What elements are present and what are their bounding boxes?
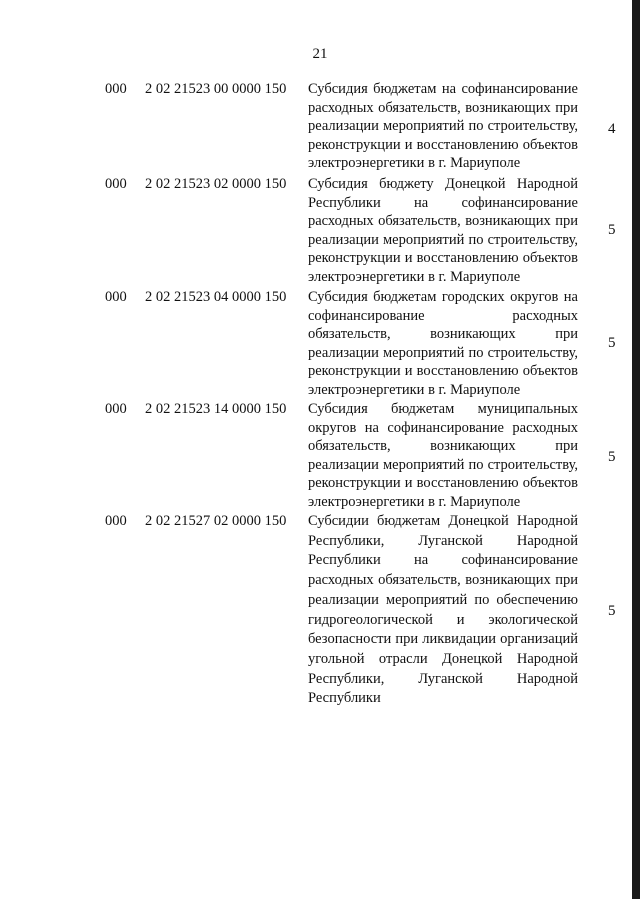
row-description <box>308 288 578 400</box>
classification-code: 2 02 21523 02 0000 150 <box>145 176 287 192</box>
description-line: Республики <box>308 690 381 707</box>
amount-value: 5 <box>608 335 616 351</box>
description-line: софинансирование расходных <box>308 307 578 324</box>
scan-page-edge <box>632 0 640 899</box>
amount-value: 4 <box>608 121 616 137</box>
description-line: расходных обязательств, возникающих при <box>308 99 578 116</box>
admin-code: 000 <box>105 401 127 417</box>
classification-code: 2 02 21523 14 0000 150 <box>145 401 287 417</box>
amount-value: 5 <box>608 603 616 619</box>
classification-code: 2 02 21523 04 0000 150 <box>145 289 287 305</box>
description-line: реализации мероприятий по обеспечению <box>308 591 578 608</box>
description-line: Субсидия бюджетам городских округов на <box>308 289 578 305</box>
description-line: Республики, Луганской Народной <box>308 670 578 687</box>
admin-code: 000 <box>105 513 127 529</box>
page-number: 21 <box>312 46 328 62</box>
description-line: расходных обязательств, возникающих при <box>308 213 578 230</box>
description-line: угольной отрасли Донецкой Народной <box>308 650 578 667</box>
description-line: реализации мероприятий по строительству, <box>308 456 578 473</box>
description-line: Республики на софинансирование <box>308 194 578 211</box>
description-line: реконструкции и восстановлению объектов <box>308 475 578 492</box>
description-line: реконструкции и восстановлению объектов <box>308 250 578 267</box>
row-description <box>308 175 578 287</box>
description-line: реализации мероприятий по строительству, <box>308 344 578 361</box>
description-line: обязательств, возникающих при <box>308 326 578 343</box>
description-line: электроэнергетики в г. Мариуполе <box>308 155 521 172</box>
description-line: расходных обязательств, возникающих при <box>308 572 578 589</box>
description-line: реализации мероприятий по строительству, <box>308 118 578 135</box>
row-description <box>308 512 578 709</box>
description-line: реконструкции и восстановлению объектов <box>308 136 578 153</box>
description-line: безопасности при ликвидации организаций <box>308 631 578 648</box>
classification-code: 2 02 21527 02 0000 150 <box>145 513 287 529</box>
admin-code: 000 <box>105 289 127 305</box>
description-line: реконструкции и восстановлению объектов <box>308 363 578 380</box>
amount-value: 5 <box>608 449 616 465</box>
row-description <box>308 80 578 173</box>
description-line: электроэнергетики в г. Мариуполе <box>308 493 521 510</box>
description-line: Субсидии бюджетам Донецкой Народной <box>308 513 578 529</box>
description-line: электроэнергетики в г. Мариуполе <box>308 381 521 398</box>
classification-code: 2 02 21523 00 0000 150 <box>145 81 287 97</box>
description-line: Республики на софинансирование <box>308 552 578 569</box>
row-description <box>308 400 578 512</box>
description-line: Республики, Луганской Народной <box>308 532 578 549</box>
admin-code: 000 <box>105 176 127 192</box>
description-line: округов на софинансирование расходных <box>308 419 578 436</box>
amount-value: 5 <box>608 222 616 238</box>
description-line: Субсидия бюджетам муниципальных <box>308 401 578 417</box>
description-line: Субсидия бюджету Донецкой Народной <box>308 176 578 192</box>
description-line: реализации мероприятий по строительству, <box>308 231 578 248</box>
description-line: гидрогеологической и экологической <box>308 611 578 628</box>
description-line: обязательств, возникающих при <box>308 438 578 455</box>
admin-code: 000 <box>105 81 127 97</box>
description-line: Субсидия бюджетам на софинансирование <box>308 81 578 97</box>
description-line: электроэнергетики в г. Мариуполе <box>308 268 521 285</box>
